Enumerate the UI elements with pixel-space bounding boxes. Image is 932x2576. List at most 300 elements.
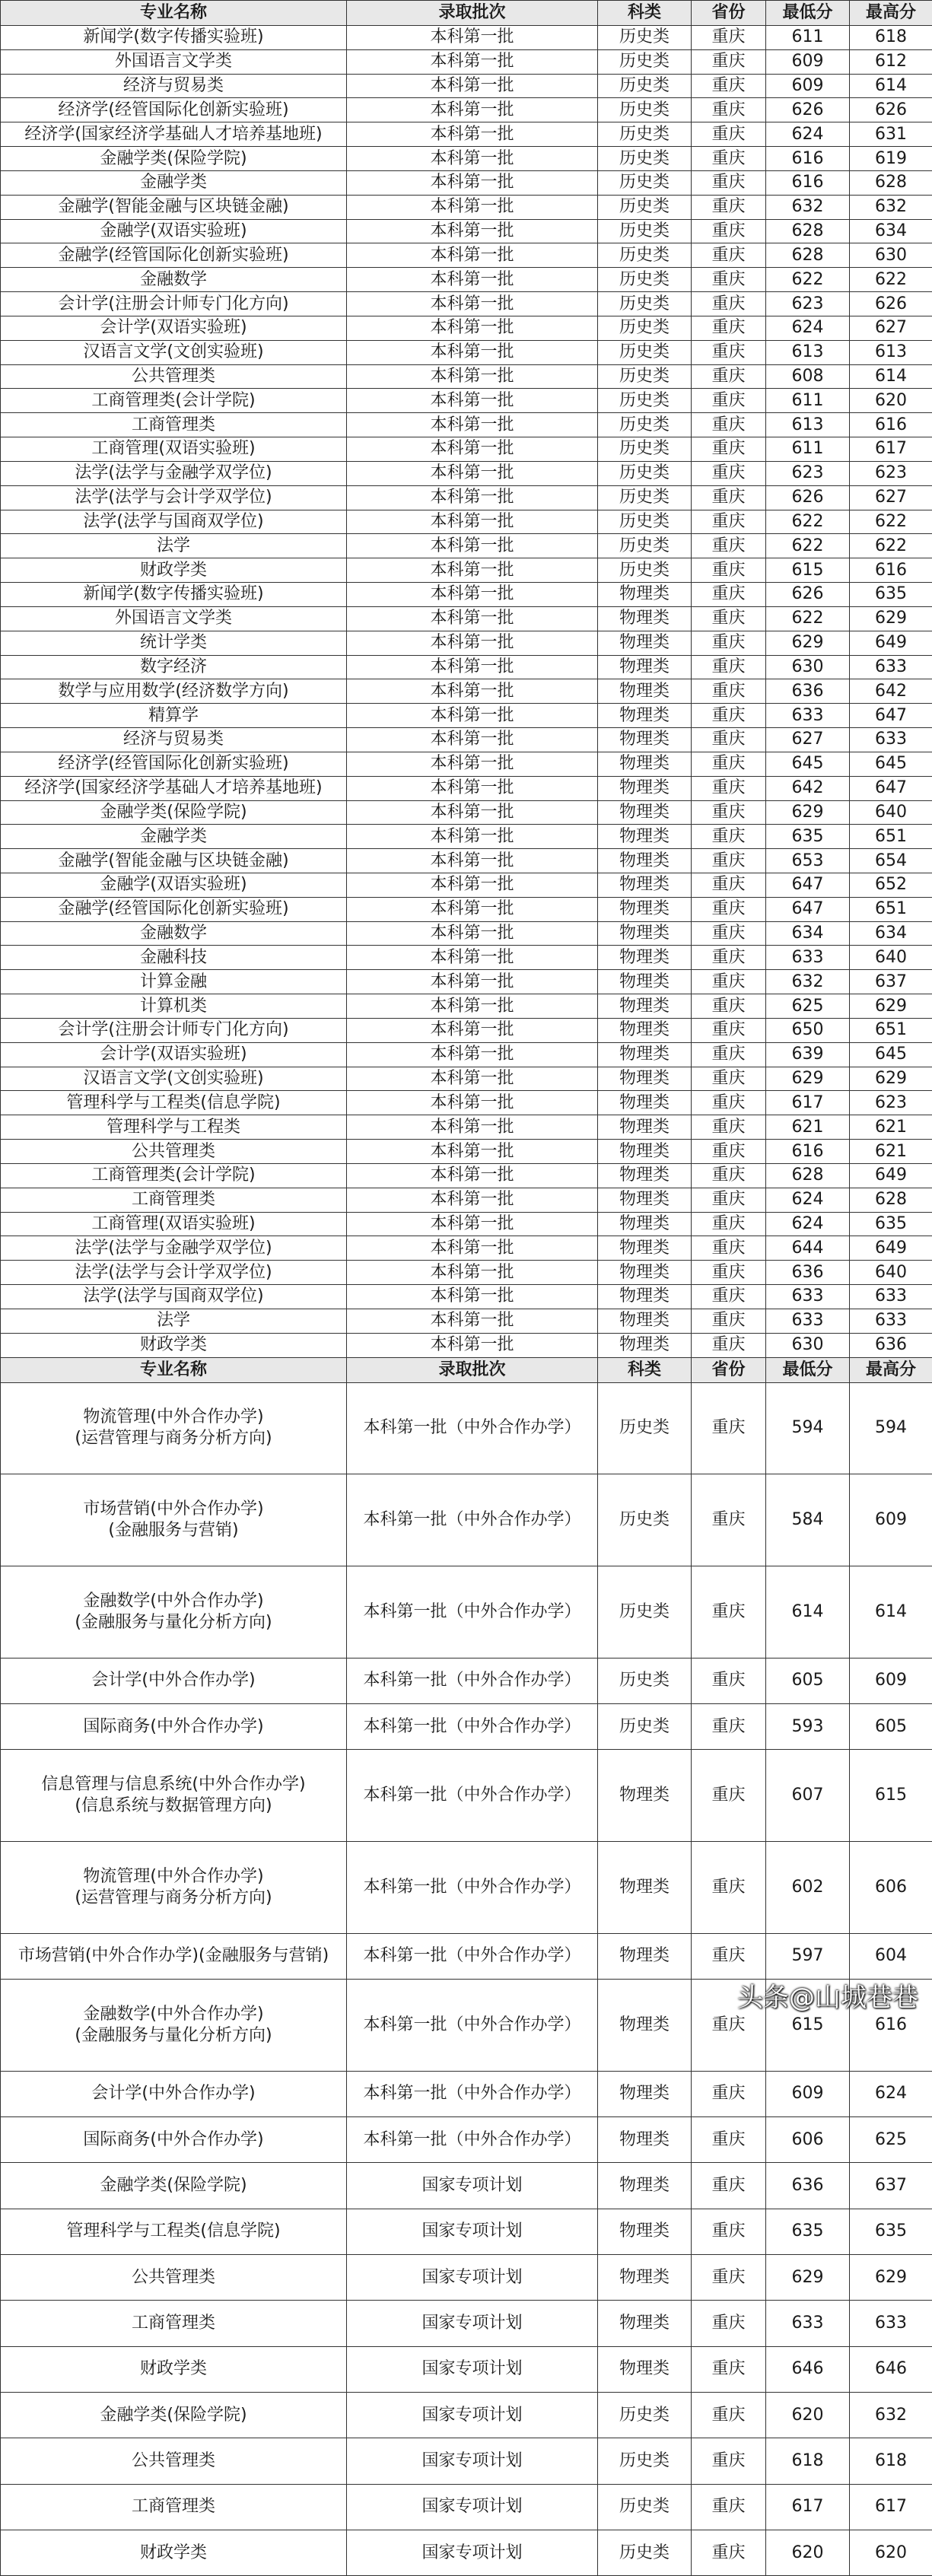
cell-major: 经济学(国家经济学基础人才培养基地班) (1, 776, 347, 800)
cell-batch: 本科第一批 (347, 122, 598, 147)
cell-batch: 本科第一批 (347, 292, 598, 316)
cell-province: 重庆 (692, 873, 766, 897)
cell-major: 计算机类 (1, 994, 347, 1019)
cell-min-score: 626 (766, 583, 850, 607)
table-row (1, 2301, 932, 2346)
cell-major (1, 2438, 347, 2484)
table-row (1, 1933, 932, 1979)
major-line: 金融学类(保险学院) (2, 2175, 345, 2196)
cell-min-score: 622 (766, 268, 850, 292)
cell-batch: 国家专项计划 (347, 2163, 598, 2209)
cell-category: 历史类 (598, 74, 692, 98)
cell-province: 重庆 (692, 1091, 766, 1115)
cell-batch: 本科第一批 (347, 461, 598, 485)
table-row (1, 2255, 932, 2301)
table-row (1, 219, 932, 243)
cell-major: 金融学(经管国际化创新实验班) (1, 243, 347, 268)
cell-category: 历史类 (598, 1566, 692, 1658)
cell-min-score: 602 (766, 1841, 850, 1933)
cell-max-score: 647 (850, 704, 932, 728)
cell-major (1, 2301, 347, 2346)
cell-batch: 国家专项计划 (347, 2530, 598, 2576)
cell-min-score: 624 (766, 1212, 850, 1236)
cell-category: 物理类 (598, 583, 692, 607)
cell-max-score: 629 (850, 994, 932, 1019)
cell-max-score: 649 (850, 631, 932, 655)
cell-province: 重庆 (692, 2301, 766, 2346)
cell-batch: 本科第一批 (347, 219, 598, 243)
cell-major: 公共管理类 (1, 1140, 347, 1164)
cell-province: 重庆 (692, 195, 766, 219)
cell-max-score: 649 (850, 1163, 932, 1188)
cell-batch: 本科第一批 (347, 825, 598, 849)
cell-min-score: 627 (766, 728, 850, 752)
cell-min-score: 647 (766, 897, 850, 921)
cell-batch: 国家专项计划 (347, 2393, 598, 2438)
cell-province: 重庆 (692, 1474, 766, 1566)
cell-province: 重庆 (692, 413, 766, 437)
cell-province: 重庆 (692, 825, 766, 849)
table-row (1, 849, 932, 873)
table-row (1, 1236, 932, 1261)
table-row (1, 1067, 932, 1091)
cell-category: 物理类 (598, 631, 692, 655)
cell-max-score: 645 (850, 1042, 932, 1067)
cell-category: 历史类 (598, 437, 692, 462)
major-line: 工商管理类 (2, 2313, 345, 2334)
cell-batch: 本科第一批 (347, 776, 598, 800)
cell-min-score: 626 (766, 485, 850, 510)
cell-province: 重庆 (692, 26, 766, 50)
cell-max-score: 633 (850, 728, 932, 752)
cell-major: 财政学类 (1, 558, 347, 583)
cell-max-score: 632 (850, 195, 932, 219)
cell-min-score: 642 (766, 776, 850, 800)
cell-category: 历史类 (598, 534, 692, 558)
cell-batch: 本科第一批（中外合作办学） (347, 1703, 598, 1749)
cell-min-score: 639 (766, 1042, 850, 1067)
cell-major: 管理科学与工程类 (1, 1115, 347, 1140)
cell-max-score: 622 (850, 510, 932, 534)
cell-major: 经济学(经管国际化创新实验班) (1, 752, 347, 776)
cell-province: 重庆 (692, 292, 766, 316)
cell-batch: 本科第一批（中外合作办学） (347, 1658, 598, 1703)
cell-province: 重庆 (692, 2346, 766, 2392)
table-row (1, 1474, 932, 1566)
cell-province: 重庆 (692, 1163, 766, 1188)
cell-batch: 本科第一批 (347, 606, 598, 631)
cell-major: 金融学(经管国际化创新实验班) (1, 897, 347, 921)
header-cell-batch: 录取批次 (347, 1, 598, 26)
cell-batch: 本科第一批 (347, 485, 598, 510)
cell-category: 历史类 (598, 147, 692, 171)
cell-min-score: 620 (766, 2530, 850, 2576)
cell-category: 物理类 (598, 1163, 692, 1188)
cell-province: 重庆 (692, 1188, 766, 1212)
cell-province: 重庆 (692, 1140, 766, 1164)
cell-province: 重庆 (692, 776, 766, 800)
cell-max-score: 632 (850, 2393, 932, 2438)
cell-batch: 国家专项计划 (347, 2209, 598, 2254)
cell-max-score: 621 (850, 1140, 932, 1164)
cell-province: 重庆 (692, 1261, 766, 1285)
cell-min-score: 611 (766, 26, 850, 50)
cell-major: 法学 (1, 1309, 347, 1333)
cell-category: 历史类 (598, 316, 692, 340)
cell-max-score: 629 (850, 2255, 932, 2301)
cell-category: 物理类 (598, 970, 692, 994)
cell-min-score: 645 (766, 752, 850, 776)
cell-header-max-score: 最高分 (850, 1357, 932, 1382)
cell-min-score: 622 (766, 534, 850, 558)
watermark-text: 头条@山城巷巷 (737, 1977, 918, 2014)
cell-category: 物理类 (598, 1042, 692, 1067)
cell-category: 历史类 (598, 558, 692, 583)
header-cell-category: 科类 (598, 1, 692, 26)
cell-max-score: 647 (850, 776, 932, 800)
cell-max-score: 637 (850, 2163, 932, 2209)
cell-category: 物理类 (598, 1188, 692, 1212)
cell-province: 重庆 (692, 752, 766, 776)
cell-batch: 本科第一批（中外合作办学） (347, 2117, 598, 2163)
cell-province: 重庆 (692, 2393, 766, 2438)
cell-batch: 本科第一批（中外合作办学） (347, 1566, 598, 1658)
table-row (1, 1703, 932, 1749)
table-row (1, 873, 932, 897)
cell-major (1, 1933, 347, 1979)
cell-min-score: 607 (766, 1750, 850, 1842)
table-row (1, 1333, 932, 1357)
table-row (1, 2209, 932, 2254)
cell-category: 物理类 (598, 946, 692, 970)
cell-category: 物理类 (598, 897, 692, 921)
cell-major (1, 2255, 347, 2301)
cell-major: 会计学(双语实验班) (1, 316, 347, 340)
cell-category: 物理类 (598, 994, 692, 1019)
cell-batch: 本科第一批 (347, 26, 598, 50)
table-row (1, 1285, 932, 1309)
cell-max-score: 614 (850, 74, 932, 98)
table-row (1, 704, 932, 728)
table-row (1, 1018, 932, 1042)
cell-max-score: 616 (850, 413, 932, 437)
cell-batch: 本科第一批（中外合作办学） (347, 2071, 598, 2116)
table-row (1, 1042, 932, 1067)
cell-max-score: 635 (850, 2209, 932, 2254)
cell-province: 重庆 (692, 389, 766, 413)
cell-min-score: 636 (766, 2163, 850, 2209)
cell-max-score: 640 (850, 946, 932, 970)
table-row (1, 946, 932, 970)
cell-batch: 本科第一批 (347, 98, 598, 122)
cell-header-province: 省份 (692, 1357, 766, 1382)
cell-category: 历史类 (598, 364, 692, 389)
cell-major: 法学(法学与金融学双学位) (1, 461, 347, 485)
cell-province: 重庆 (692, 679, 766, 704)
cell-max-score: 617 (850, 2484, 932, 2530)
cell-max-score: 616 (850, 558, 932, 583)
cell-batch: 本科第一批 (347, 316, 598, 340)
cell-category: 物理类 (598, 655, 692, 679)
cell-major: 工商管理类 (1, 1188, 347, 1212)
cell-major (1, 1841, 347, 1933)
cell-major: 汉语言文学(文创实验班) (1, 340, 347, 364)
cell-major (1, 2530, 347, 2576)
cell-province: 重庆 (692, 510, 766, 534)
cell-category: 物理类 (598, 849, 692, 873)
cell-max-score: 621 (850, 1115, 932, 1140)
cell-batch: 本科第一批 (347, 437, 598, 462)
cell-batch: 国家专项计划 (347, 2484, 598, 2530)
cell-category: 历史类 (598, 1474, 692, 1566)
cell-max-score: 633 (850, 1285, 932, 1309)
major-line: 公共管理类 (2, 2267, 345, 2288)
cell-province: 重庆 (692, 2530, 766, 2576)
cell-category: 历史类 (598, 268, 692, 292)
table-header-row-2 (1, 1357, 932, 1382)
cell-min-score: 606 (766, 2117, 850, 2163)
table-row (1, 340, 932, 364)
cell-major: 数学与应用数学(经济数学方向) (1, 679, 347, 704)
table-row (1, 485, 932, 510)
cell-batch: 本科第一批（中外合作办学） (347, 1841, 598, 1933)
cell-min-score: 629 (766, 631, 850, 655)
cell-major (1, 2071, 347, 2116)
cell-min-score: 630 (766, 655, 850, 679)
cell-province: 重庆 (692, 170, 766, 195)
cell-category: 历史类 (598, 2393, 692, 2438)
cell-category: 物理类 (598, 800, 692, 825)
cell-max-score: 627 (850, 485, 932, 510)
cell-major: 工商管理类 (1, 413, 347, 437)
major-line: 财政学类 (2, 2358, 345, 2380)
table-row (1, 364, 932, 389)
table-row (1, 26, 932, 50)
table-row (1, 268, 932, 292)
cell-major (1, 2484, 347, 2530)
cell-major: 计算金融 (1, 970, 347, 994)
cell-category: 物理类 (598, 1309, 692, 1333)
cell-min-score: 613 (766, 340, 850, 364)
cell-batch: 本科第一批 (347, 1309, 598, 1333)
cell-province: 重庆 (692, 2163, 766, 2209)
cell-batch: 本科第一批 (347, 147, 598, 171)
cell-batch: 本科第一批 (347, 1018, 598, 1042)
cell-category: 历史类 (598, 49, 692, 74)
cell-batch: 本科第一批 (347, 655, 598, 679)
cell-batch: 本科第一批 (347, 1163, 598, 1188)
cell-batch: 本科第一批 (347, 1212, 598, 1236)
cell-min-score: 584 (766, 1474, 850, 1566)
cell-province: 重庆 (692, 1018, 766, 1042)
cell-min-score: 622 (766, 606, 850, 631)
cell-min-score: 646 (766, 2346, 850, 2392)
cell-province: 重庆 (692, 946, 766, 970)
table-body (1, 1, 932, 2576)
cell-major: 金融科技 (1, 946, 347, 970)
table-row (1, 1212, 932, 1236)
major-line: 金融数学(中外合作办学) (2, 1591, 345, 1612)
cell-category: 物理类 (598, 2346, 692, 2392)
cell-province: 重庆 (692, 122, 766, 147)
cell-category: 物理类 (598, 2163, 692, 2209)
cell-major: 经济与贸易类 (1, 728, 347, 752)
cell-major: 金融学(智能金融与区块链金融) (1, 195, 347, 219)
major-line: (金融服务与量化分析方向) (2, 2025, 345, 2046)
major-line: 工商管理类 (2, 2496, 345, 2517)
cell-batch: 本科第一批 (347, 1042, 598, 1067)
cell-batch: 本科第一批 (347, 1140, 598, 1164)
table-row (1, 1382, 932, 1474)
cell-max-score: 635 (850, 1212, 932, 1236)
cell-province: 重庆 (692, 74, 766, 98)
cell-province: 重庆 (692, 243, 766, 268)
cell-max-score: 654 (850, 849, 932, 873)
cell-min-score: 644 (766, 1236, 850, 1261)
cell-min-score: 593 (766, 1703, 850, 1749)
table-row (1, 776, 932, 800)
cell-batch: 本科第一批 (347, 849, 598, 873)
cell-min-score: 647 (766, 873, 850, 897)
cell-min-score: 617 (766, 1091, 850, 1115)
cell-batch: 本科第一批 (347, 1261, 598, 1285)
table-row (1, 1750, 932, 1842)
table-row (1, 195, 932, 219)
cell-max-score: 629 (850, 1067, 932, 1091)
cell-major: 会计学(注册会计师专门化方向) (1, 292, 347, 316)
table-row (1, 98, 932, 122)
cell-major: 法学(法学与国商双学位) (1, 510, 347, 534)
major-line: 会计学(中外合作办学) (2, 1670, 345, 1691)
cell-batch: 本科第一批 (347, 1236, 598, 1261)
cell-province: 重庆 (692, 1566, 766, 1658)
cell-batch: 本科第一批 (347, 1333, 598, 1357)
cell-province: 重庆 (692, 704, 766, 728)
cell-batch: 本科第一批 (347, 800, 598, 825)
cell-max-score: 634 (850, 219, 932, 243)
cell-max-score: 624 (850, 2071, 932, 2116)
cell-batch: 本科第一批 (347, 752, 598, 776)
cell-min-score: 616 (766, 147, 850, 171)
cell-province: 重庆 (692, 800, 766, 825)
cell-min-score: 609 (766, 74, 850, 98)
cell-min-score: 615 (766, 558, 850, 583)
cell-province: 重庆 (692, 1750, 766, 1842)
cell-max-score: 626 (850, 98, 932, 122)
cell-max-score: 617 (850, 437, 932, 462)
cell-province: 重庆 (692, 1658, 766, 1703)
major-line: 物流管理(中外合作办学) (2, 1407, 345, 1428)
major-line: 国际商务(中外合作办学) (2, 1716, 345, 1738)
cell-batch: 国家专项计划 (347, 2346, 598, 2392)
cell-min-score: 633 (766, 1309, 850, 1333)
table-row (1, 243, 932, 268)
cell-province: 重庆 (692, 2438, 766, 2484)
cell-max-score: 609 (850, 1658, 932, 1703)
cell-batch: 本科第一批 (347, 558, 598, 583)
cell-min-score: 622 (766, 510, 850, 534)
cell-batch: 本科第一批 (347, 897, 598, 921)
cell-category: 物理类 (598, 1261, 692, 1285)
cell-batch: 本科第一批 (347, 994, 598, 1019)
cell-batch: 本科第一批 (347, 413, 598, 437)
cell-province: 重庆 (692, 1309, 766, 1333)
major-line: 金融数学(中外合作办学) (2, 2004, 345, 2025)
cell-major (1, 1658, 347, 1703)
cell-major: 经济与贸易类 (1, 74, 347, 98)
cell-major: 工商管理类(会计学院) (1, 389, 347, 413)
cell-province: 重庆 (692, 1980, 766, 2072)
cell-major: 法学(法学与会计学双学位) (1, 1261, 347, 1285)
cell-major: 精算学 (1, 704, 347, 728)
cell-max-score: 633 (850, 1309, 932, 1333)
cell-major (1, 1703, 347, 1749)
cell-max-score: 615 (850, 1750, 932, 1842)
cell-min-score: 636 (766, 1261, 850, 1285)
cell-category: 历史类 (598, 389, 692, 413)
table-row (1, 1261, 932, 1285)
cell-min-score: 632 (766, 970, 850, 994)
cell-min-score: 636 (766, 679, 850, 704)
cell-max-score: 635 (850, 583, 932, 607)
table-header-row (1, 1, 932, 26)
cell-major: 新闻学(数字传播实验班) (1, 583, 347, 607)
major-line: 信息管理与信息系统(中外合作办学) (2, 1774, 345, 1795)
cell-max-score: 613 (850, 340, 932, 364)
cell-category: 历史类 (598, 292, 692, 316)
major-line: (金融服务与量化分析方向) (2, 1612, 345, 1633)
cell-major: 会计学(注册会计师专门化方向) (1, 1018, 347, 1042)
cell-max-score: 651 (850, 897, 932, 921)
cell-min-score: 653 (766, 849, 850, 873)
cell-min-score: 608 (766, 364, 850, 389)
cell-major: 金融学(智能金融与区块链金融) (1, 849, 347, 873)
cell-max-score: 649 (850, 1236, 932, 1261)
cell-min-score: 623 (766, 292, 850, 316)
cell-min-score: 616 (766, 1140, 850, 1164)
cell-province: 重庆 (692, 98, 766, 122)
cell-min-score: 623 (766, 461, 850, 485)
cell-province: 重庆 (692, 1236, 766, 1261)
header-cell-major: 专业名称 (1, 1, 347, 26)
cell-max-score: 614 (850, 364, 932, 389)
cell-max-score: 618 (850, 26, 932, 50)
table-row (1, 679, 932, 704)
cell-category: 物理类 (598, 825, 692, 849)
cell-max-score: 628 (850, 1188, 932, 1212)
cell-max-score: 629 (850, 606, 932, 631)
major-line: 市场营销(中外合作办学)(金融服务与营销) (2, 1945, 345, 1967)
header-cell-province: 省份 (692, 1, 766, 26)
cell-max-score: 623 (850, 1091, 932, 1115)
cell-category: 历史类 (598, 485, 692, 510)
major-line: 物流管理(中外合作办学) (2, 1866, 345, 1887)
cell-major (1, 2163, 347, 2209)
cell-batch: 本科第一批 (347, 195, 598, 219)
cell-category: 物理类 (598, 2071, 692, 2116)
cell-category: 历史类 (598, 2438, 692, 2484)
cell-province: 重庆 (692, 1115, 766, 1140)
table-row (1, 1163, 932, 1188)
cell-min-score: 621 (766, 1115, 850, 1140)
table-row (1, 1658, 932, 1703)
cell-category: 物理类 (598, 679, 692, 704)
cell-category: 物理类 (598, 1115, 692, 1140)
cell-min-score: 617 (766, 2484, 850, 2530)
cell-min-score: 634 (766, 921, 850, 946)
cell-province: 重庆 (692, 728, 766, 752)
table-row (1, 1841, 932, 1933)
